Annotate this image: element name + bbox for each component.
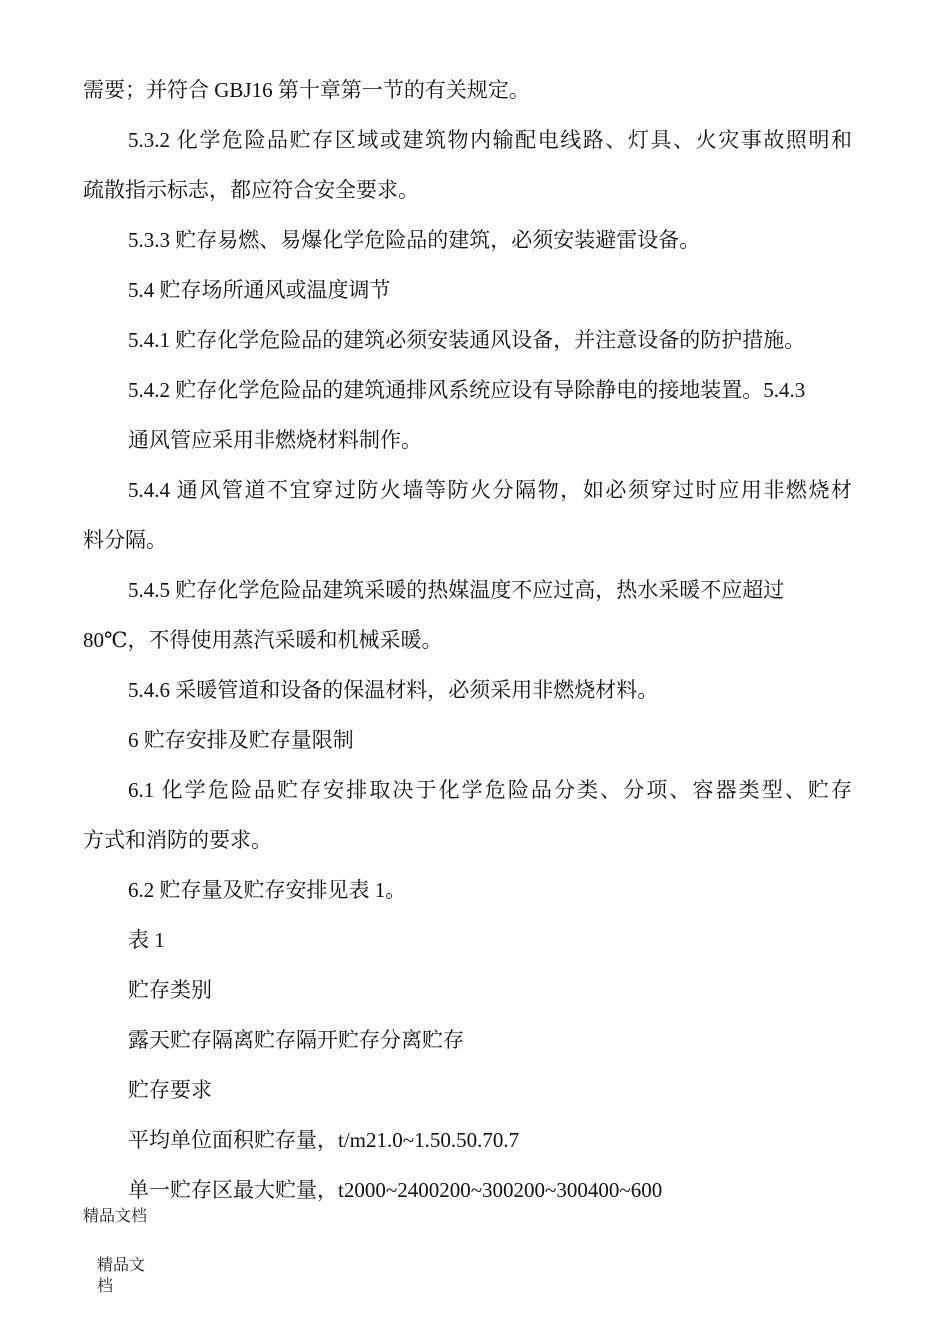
text-line-23: 单一贮存区最大贮量，t2000~2400200~300200~300400~600 (128, 1178, 663, 1202)
text-line-14: 6 贮存安排及贮存量限制 (128, 728, 354, 752)
text-line-16: 方式和消防的要求。 (83, 828, 272, 852)
text-line-11: 5.4.5 贮存化学危险品建筑采暖的热媒温度不应过高，热水采暖不应超过 (128, 578, 785, 602)
text-line-10: 料分隔。 (83, 528, 167, 552)
text-line-8: 通风管应采用非燃烧材料制作。 (128, 428, 422, 452)
text-line-4: 5.3.3 贮存易燃、易爆化学危险品的建筑，必须安装避雷设备。 (128, 228, 701, 252)
text-line-20: 露天贮存隔离贮存隔开贮存分离贮存 (128, 1028, 464, 1052)
text-line-19: 贮存类别 (128, 978, 212, 1002)
text-line-22: 平均单位面积贮存量，t/m21.0~1.50.50.70.7 (128, 1128, 520, 1152)
footer-watermark-2-line2: 档 (97, 1278, 114, 1295)
text-line-18: 表 1 (128, 928, 165, 952)
text-line-15: 6.1 化学危险品贮存安排取决于化学危险品分类、分项、容器类型、贮存 (128, 778, 852, 802)
text-line-12: 80℃，不得使用蒸汽采暖和机械采暖。 (83, 628, 443, 652)
text-line-7: 5.4.2 贮存化学危险品的建筑通排风系统应设有导除静电的接地装置。5.4.3 (128, 378, 806, 402)
text-line-9: 5.4.4 通风管道不宜穿过防火墙等防火分隔物，如必须穿过时应用非燃烧材 (128, 478, 852, 502)
text-line-13: 5.4.6 采暖管道和设备的保温材料，必须采用非燃烧材料。 (128, 678, 659, 702)
text-line-21: 贮存要求 (128, 1078, 212, 1102)
text-line-5: 5.4 贮存场所通风或温度调节 (128, 278, 391, 302)
text-line-6: 5.4.1 贮存化学危险品的建筑必须安装通风设备，并注意设备的防护措施。 (128, 328, 806, 352)
text-line-1: 需要；并符合 GBJ16 第十章第一节的有关规定。 (83, 78, 530, 102)
text-line-3: 疏散指示标志，都应符合安全要求。 (83, 178, 419, 202)
text-line-2: 5.3.2 化学危险品贮存区域或建筑物内输配电线路、灯具、火灾事故照明和 (128, 128, 852, 152)
text-line-17: 6.2 贮存量及贮存安排见表 1。 (128, 878, 407, 902)
footer-watermark-1: 精品文档 (83, 1208, 148, 1225)
footer-watermark-2-line1: 精品文 (97, 1257, 146, 1274)
